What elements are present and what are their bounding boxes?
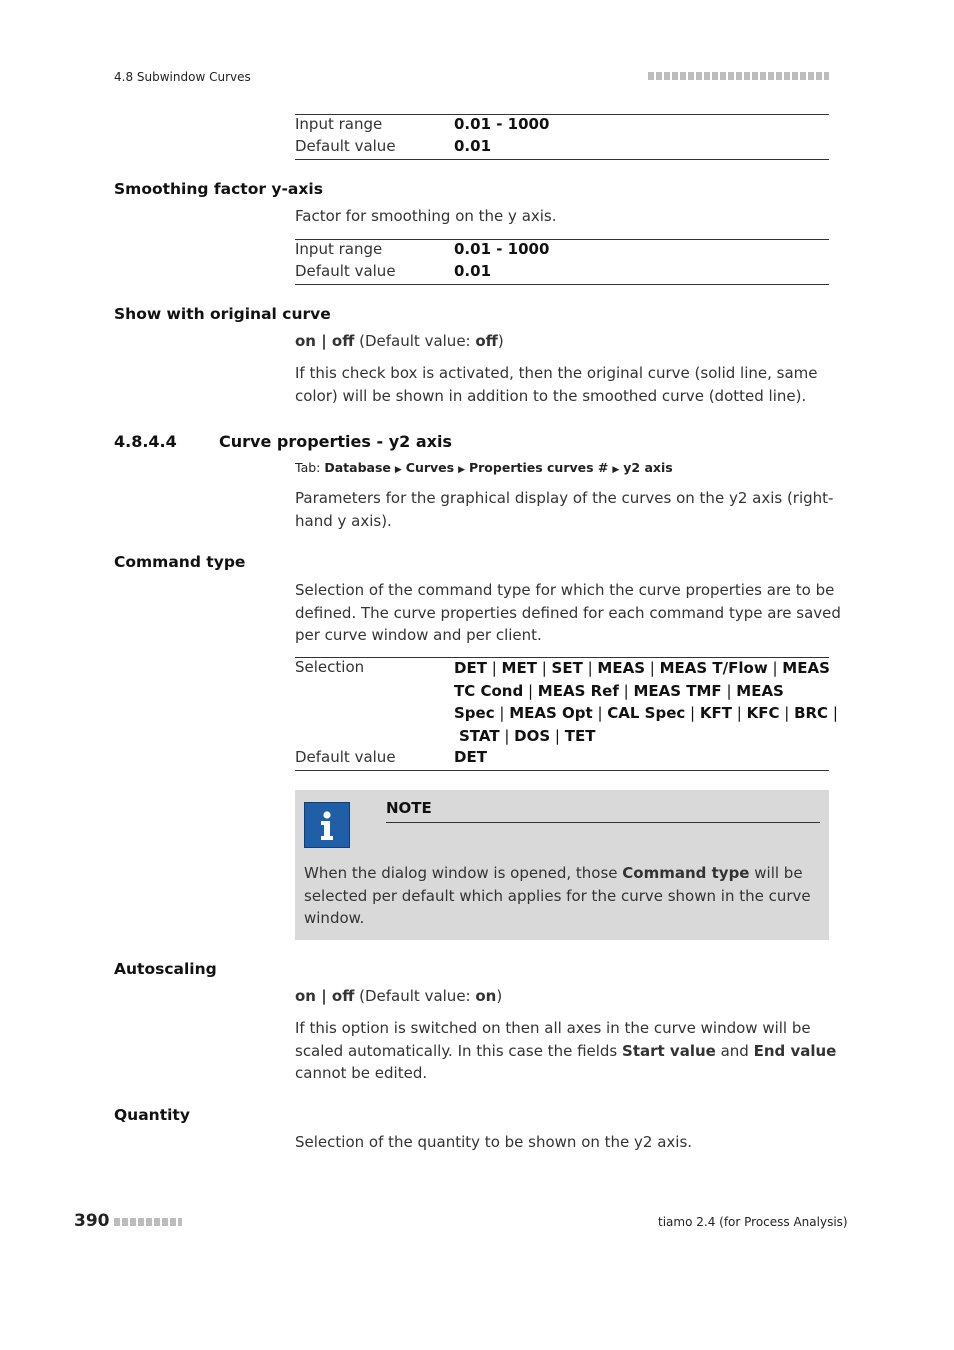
description-line: Selection of the command type for which the curve properties are to be [295, 581, 835, 599]
options-text: on | off [295, 987, 355, 1005]
parameter-description: Factor for smoothing on the y axis. [295, 207, 557, 225]
table-value: 0.01 [454, 262, 492, 280]
description-line: Parameters for the graphical display of the curves on the y2 axis (right- [295, 489, 834, 507]
selection-option: DET [454, 659, 487, 677]
selection-option: SET [551, 659, 583, 677]
description-part: and [715, 1041, 754, 1060]
parameter-title: Smoothing factor y-axis [114, 180, 323, 198]
default-value: on [475, 987, 497, 1005]
selection-option: KFT [699, 704, 732, 723]
separator: | [618, 681, 634, 700]
selection-line [454, 657, 829, 680]
note-text-part: When the dialog window is opened, those [304, 864, 623, 882]
breadcrumb-item: Properties curves # [468, 460, 609, 475]
section-number: 4.8.4.4 [114, 432, 177, 451]
selection-option: BRC [794, 704, 829, 723]
note-text-part: will be [749, 864, 803, 882]
selection-option: KFC [746, 704, 780, 723]
separator: | [828, 704, 838, 723]
separator: | [685, 704, 700, 723]
table-value: DET [454, 748, 487, 766]
table-label: Default value [295, 262, 396, 280]
breadcrumb-item: Curves [405, 460, 455, 475]
table-value: 0.01 [454, 137, 492, 155]
parameter-description [295, 362, 817, 407]
section-title: Curve properties - y2 axis [219, 432, 452, 451]
default-value: off [475, 332, 498, 350]
separator: | [536, 659, 552, 677]
parameter-description [295, 1017, 836, 1085]
table-label: Input range [295, 240, 383, 258]
selection-values [454, 657, 838, 747]
running-header: 4.8 Subwindow Curves [114, 70, 251, 84]
section-description [295, 487, 833, 532]
separator: | [731, 704, 747, 723]
note-text [304, 862, 811, 930]
selection-option: DOS [514, 726, 551, 745]
parameter-description [295, 579, 841, 647]
table-rule-bottom [295, 284, 829, 285]
product-name: tiamo 2.4 (for Process Analysis) [658, 1215, 848, 1229]
default-suffix: ) [497, 332, 504, 350]
header-decoration [648, 72, 829, 80]
separator: | [767, 659, 783, 677]
default-suffix: ) [496, 987, 503, 1005]
default-prefix: (Default value: [354, 332, 476, 350]
separator: | [779, 704, 795, 723]
description-line: defined. The curve properties defined for each command type are saved [295, 603, 841, 622]
field-name: End value [753, 1041, 837, 1060]
note-title: NOTE [386, 799, 432, 817]
note-line: selected per default which applies for the curve shown in the curve [304, 886, 811, 905]
parameter-options [295, 330, 504, 353]
separator: | [550, 726, 565, 745]
table-label: Selection [295, 658, 365, 676]
info-icon [304, 802, 350, 848]
description-line: color) will be shown in addition to the smoothed curve (dotted line). [295, 386, 807, 405]
separator: | [645, 659, 660, 677]
tab-breadcrumb [295, 460, 673, 475]
breadcrumb-arrow-icon: ▶ [458, 465, 465, 475]
table-label: Default value [295, 748, 396, 766]
selection-option: MEAS TMF [633, 681, 722, 700]
parameter-title: Autoscaling [114, 960, 217, 978]
footer-decoration [114, 1218, 182, 1226]
description-part: scaled automatically. In this case the fields [295, 1041, 623, 1060]
parameter-description: Selection of the quantity to be shown on the y2 axis. [295, 1133, 693, 1151]
default-prefix: (Default value: [354, 987, 476, 1005]
parameter-title: Quantity [114, 1106, 190, 1124]
breadcrumb-item: y2 axis [623, 460, 673, 475]
separator: | [494, 704, 510, 723]
selection-option: MEAS [597, 659, 646, 677]
parameter-title: Command type [114, 553, 246, 571]
selection-option: TC Cond [454, 681, 524, 700]
breadcrumb-item: Database [324, 460, 391, 475]
selection-option: MEAS Ref [537, 681, 619, 700]
note-divider [386, 822, 820, 823]
table-label: Input range [295, 115, 383, 133]
selection-option: TET [564, 726, 596, 745]
note-text-bold: Command type [622, 864, 750, 882]
description-line: hand y axis). [295, 511, 392, 530]
field-name: Start value [622, 1041, 716, 1060]
separator: | [721, 681, 737, 700]
table-label: Default value [295, 137, 396, 155]
selection-line [454, 702, 838, 725]
parameter-title: Show with original curve [114, 305, 331, 323]
selection-option: MEAS T/Flow [659, 659, 768, 677]
table-rule-bottom [295, 770, 829, 771]
description-line: If this check box is activated, then the original curve (solid line, same [295, 364, 818, 382]
separator: | [499, 726, 515, 745]
selection-line [454, 725, 829, 748]
parameter-options [295, 985, 502, 1008]
table-value: 0.01 - 1000 [454, 240, 550, 258]
separator: | [486, 659, 502, 677]
selection-option: MEAS Opt [509, 704, 593, 723]
options-text: on | off [295, 332, 355, 350]
page-number: 390 [74, 1211, 110, 1231]
separator: | [523, 681, 538, 700]
selection-option: CAL Spec [607, 704, 686, 723]
selection-option: MEAS [782, 659, 830, 677]
description-line: cannot be edited. [295, 1064, 428, 1082]
separator: | [592, 704, 608, 723]
tab-prefix: Tab: [295, 460, 325, 475]
breadcrumb-arrow-icon: ▶ [612, 465, 620, 475]
selection-option: STAT [459, 726, 500, 745]
description-line: per curve window and per client. [295, 626, 542, 644]
table-rule-bottom [295, 159, 829, 160]
table-value: 0.01 - 1000 [454, 115, 550, 133]
separator: | [582, 659, 598, 677]
selection-option: Spec [454, 704, 495, 723]
description-line: If this option is switched on then all axes in the curve window will be [295, 1019, 811, 1037]
selection-option: MEAS [736, 681, 784, 700]
note-line: window. [304, 909, 365, 927]
selection-option: MET [501, 659, 537, 677]
selection-line [454, 680, 829, 703]
breadcrumb-arrow-icon: ▶ [394, 465, 402, 475]
